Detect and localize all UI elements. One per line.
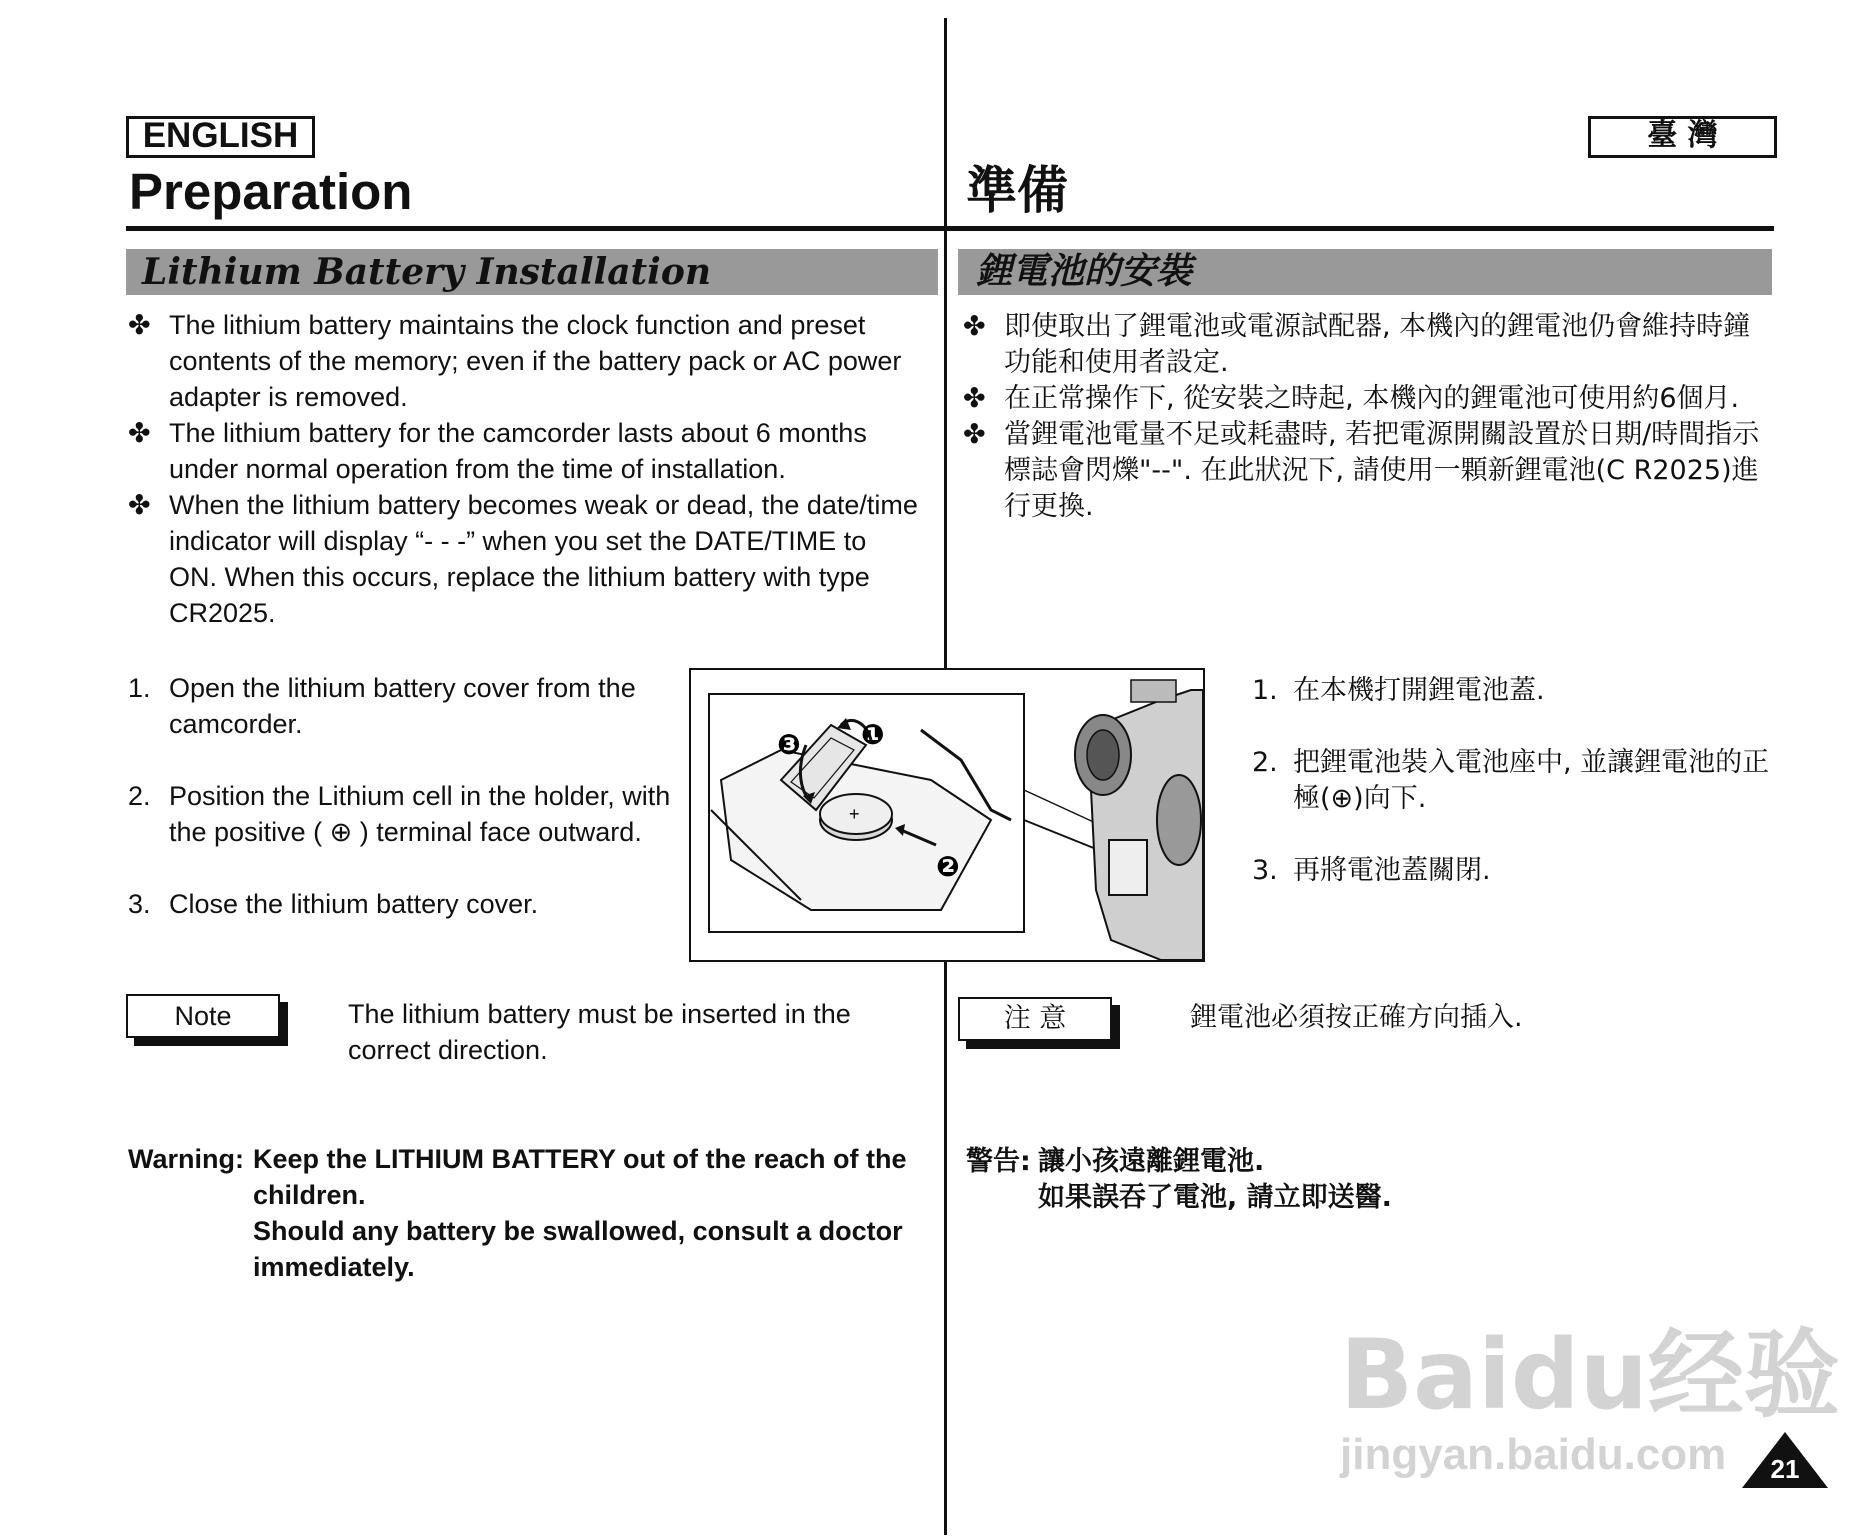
- warning-line: 如果誤吞了電池, 請立即送醫.: [1038, 1182, 1392, 1213]
- section-header-chinese: [958, 249, 1772, 295]
- bullet-list-english: [128, 307, 918, 631]
- clover-bullet-icon: ✤: [963, 419, 986, 450]
- page-title-chinese: 準備: [966, 162, 1069, 221]
- step-item: 3. Close the lithium battery cover.: [128, 889, 539, 919]
- callout-3: ❸: [777, 728, 801, 761]
- list-item: ✤ 當鋰電池電量不足或耗盡時, 若把電源開關設置於日期/時間指示標誌會閃爍"--". 在此狀況下, 請使用一顆新鋰電池(C R2025)進行更換.: [963, 419, 1760, 522]
- list-item: ✤ The lithium battery for the camcorder lasts about 6 months under normal operation from the time of installation.: [128, 415, 918, 487]
- note-text-english: The lithium battery must be inserted in the correct direction.: [348, 999, 851, 1065]
- callout-2: ❷: [936, 850, 960, 883]
- clover-bullet-icon: ✤: [963, 311, 986, 342]
- baidu-watermark-logo: Baidu经验: [1340, 1319, 1840, 1431]
- step-item: 1. 在本機打開鋰電池蓋.: [1252, 675, 1545, 706]
- page-number: 21: [1770, 1454, 1800, 1484]
- language-label-taiwan: [1588, 116, 1777, 158]
- warning-label-english: Warning:: [128, 1144, 244, 1174]
- note-label-english: Note: [126, 994, 280, 1038]
- list-item: ✤ The lithium battery maintains the clock function and preset contents of the memory; even if the battery pack or AC power adapter is removed.: [128, 307, 918, 415]
- warning-line: 讓小孩遠離鋰電池.: [1038, 1146, 1265, 1177]
- warning-text-english: [253, 1141, 933, 1285]
- language-label-text: 臺 灣: [1647, 118, 1718, 153]
- section-header-english: [126, 249, 938, 295]
- camcorder-diagram: [691, 670, 1203, 960]
- language-label-english: [126, 116, 315, 158]
- coin-cell-plus: +: [849, 804, 860, 824]
- steps-english: [128, 670, 688, 922]
- clover-bullet-icon: ✤: [963, 383, 986, 414]
- step-item: 1. Open the lithium battery cover from the camcorder.: [128, 673, 636, 739]
- bullet-list-chinese: [963, 309, 1763, 525]
- list-item: ✤ 在正常操作下, 從安裝之時起, 本機內的鋰電池可使用約6個月.: [963, 381, 1763, 417]
- clover-bullet-icon: ✤: [128, 418, 151, 448]
- warning-line: Keep the LITHIUM BATTERY out of the reach of the children.: [253, 1144, 907, 1210]
- section-title: 鋰電池的安裝: [976, 251, 1193, 292]
- warning-line: Should any battery be swallowed, consult a doctor immediately.: [253, 1216, 903, 1282]
- step-item: 3. 再將電池蓋關閉.: [1252, 855, 1491, 886]
- clover-bullet-icon: ✤: [128, 490, 151, 520]
- note-label-chinese: 注 意: [958, 997, 1112, 1041]
- callout-1: ❶: [861, 718, 885, 751]
- warning-label-chinese: 警告:: [966, 1146, 1031, 1177]
- page-title-english: Preparation: [129, 163, 413, 220]
- warning-text-chinese: [1038, 1144, 1638, 1216]
- steps-chinese: [1252, 673, 1772, 889]
- step-item: 2. Position the Lithium cell in the holder, with the positive ( ⊕ ) terminal face outward.: [128, 781, 671, 847]
- list-item: ✤ 即使取出了鋰電池或電源試配器, 本機內的鋰電池仍會維持時鐘功能和使用者設定.: [963, 311, 1751, 378]
- note-text-chinese: 鋰電池必須按正確方向插入.: [1190, 1002, 1523, 1033]
- list-item: ✤ When the lithium battery becomes weak or dead, the date/time indicator will display “- - -” when you set the DATE/TIME to ON. When this occurs, replace the lithium battery with type CR2025.: [128, 487, 918, 631]
- clover-bullet-icon: ✤: [128, 310, 151, 340]
- battery-installation-illustration: [689, 668, 1205, 962]
- section-title: Lithium Battery Installation: [142, 251, 712, 293]
- language-label-text: ENGLISH: [142, 116, 299, 155]
- baidu-watermark-url: jingyan.baidu.com: [1340, 1430, 1727, 1479]
- title-rule-left: [126, 226, 946, 231]
- title-rule-right: [946, 226, 1774, 231]
- step-item: 2. 把鋰電池裝入電池座中, 並讓鋰電池的正極(⊕)向下.: [1252, 747, 1770, 814]
